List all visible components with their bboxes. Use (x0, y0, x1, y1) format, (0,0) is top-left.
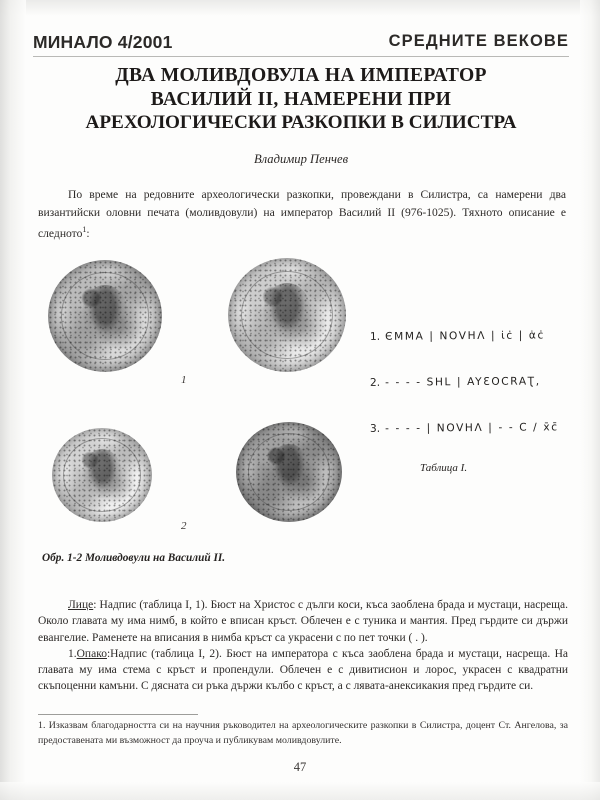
scan-edge-top (0, 0, 600, 16)
inscription-row-3-text: - - - - | NOVHΛ | - - C / x̄c̄ (385, 421, 559, 435)
footnote-marker: 1. (38, 720, 46, 731)
scan-edge-right (580, 0, 600, 800)
running-head-journal: МИНАЛО 4/2001 (33, 32, 173, 52)
inscription-row-1-text: ЄMMA | NOVHΛ | ι̇ċ | α̇ċ (385, 329, 545, 343)
seal-photo-2-reverse (236, 422, 342, 522)
footnote-rule (38, 714, 198, 715)
seal-label-2: 2 (181, 520, 187, 532)
title-line-3: АРЕХОЛОГИЧЕСКИ РАЗКОПКИ В СИЛИСТРА (85, 112, 517, 133)
figure-caption: Обр. 1-2 Моливдовули на Василий II. (42, 552, 226, 564)
footnote-text: Изказвам благодарността си на научния ръководител на археологическите разкопки в Силистра, доцент Ст. Ангелова, за предоставената ми възможност да проуча и публикувам моливдовулите. (38, 720, 568, 746)
intro-text: По време на редовните археологически разкопки, провеждани в Силистра, са намерени два византийски оловни печата (моливдовули) на император Василий II (976-1025). Тяхното описание е следното (38, 188, 566, 241)
page-title (45, 64, 557, 135)
body-paragraph-obverse (38, 597, 568, 646)
footnote-reference: 1 (82, 225, 87, 235)
body-paragraph-reverse-number: 1. (68, 647, 77, 660)
inscription-row-2 (370, 375, 576, 389)
scan-edge-bottom (0, 782, 600, 800)
page-number: 47 (293, 760, 307, 774)
seal-grain-texture (236, 422, 342, 522)
running-head (33, 32, 569, 54)
seal-grain-texture (228, 258, 346, 372)
running-head-rule (33, 56, 569, 57)
intro-paragraph (38, 186, 566, 243)
inscription-table-caption: Таблица I. (420, 462, 468, 474)
inscription-row-2-index: 2. (369, 376, 381, 389)
figure-seal-photographs (38, 252, 368, 542)
title-line-1: ДВА МОЛИВДОВУЛА НА ИМПЕРАТОР (115, 65, 487, 86)
body-text (38, 597, 568, 695)
seal-grain-texture (48, 260, 162, 372)
seal-grain-texture (52, 428, 152, 522)
body-paragraph-obverse-text: : Надпис (таблица I, 1). Бюст на Христос с дълги коси, къса заоблена брада и мустаци, насреща. Около главата му има нимб, в който е вписан кръст. Облечен е с туника и мантия. Пред гърдите си държи евангелие. Раменете на вписания в нимба кръст са украсени с по пет точки ( . ). (38, 599, 568, 644)
seal-photo-1-reverse (228, 258, 346, 372)
inscription-row-3 (370, 421, 576, 435)
author-byline: Владимир Пенчев (253, 152, 349, 166)
title-line-2: ВАСИЛИЙ II, НАМЕРЕНИ ПРИ (150, 88, 452, 110)
scan-edge-left (0, 0, 26, 800)
body-paragraph-reverse-text: :Надпис (таблица I, 2). Бюст на императора с къса заоблена брада и мустаци, насреща. На главата му има стема с кръст и пропендули. Облечен е с дивитисион и лорос, украсен с квадратни скъпоценни камъни. С дясната си ръка държи кълбо с кръст, а с лявата-анексикакия пред гърдите си. (38, 647, 568, 693)
body-paragraph-reverse-lead: Опако (76, 647, 107, 660)
inscription-row-1-index: 1. (369, 330, 381, 343)
body-paragraph-reverse (38, 646, 568, 695)
seal-photo-2-obverse (52, 428, 152, 522)
inscription-row-1 (370, 329, 576, 343)
seal-photo-1-obverse (48, 260, 162, 372)
inscription-row-2-text: - - - - ЅHL | AYƐOCRAƮ, (385, 375, 541, 389)
inscription-row-3-index: 3. (369, 422, 381, 435)
seal-label-1: 1 (181, 374, 187, 386)
seal-grid (38, 252, 368, 534)
footnote (38, 719, 568, 748)
body-paragraph-obverse-lead: Лице (68, 599, 94, 611)
running-head-section: СРЕДНИТЕ ВЕКОВЕ (388, 32, 569, 50)
intro-colon: : (86, 227, 90, 241)
